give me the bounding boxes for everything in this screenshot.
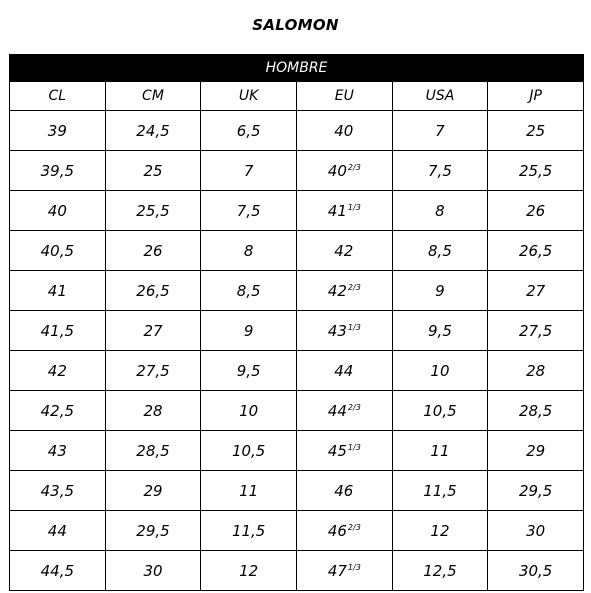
cell-cl: 42,5 <box>10 391 106 431</box>
cell-uk: 9,5 <box>201 351 297 391</box>
cell-jp: 30,5 <box>488 551 584 591</box>
cell-jp: 25 <box>488 111 584 151</box>
cell-uk: 9 <box>201 311 297 351</box>
eu-size-value: 47 <box>327 561 347 580</box>
cell-usa: 11,5 <box>392 471 488 511</box>
cell-jp: 26,5 <box>488 231 584 271</box>
eu-size-fraction: 2/3 <box>347 402 361 412</box>
eu-size-value: 44 <box>327 401 347 420</box>
eu-size-value: 40 <box>334 121 354 140</box>
cell-usa: 9,5 <box>392 311 488 351</box>
cell-cl: 40,5 <box>10 231 106 271</box>
cell-eu <box>296 471 392 511</box>
cell-cm: 27,5 <box>105 351 201 391</box>
cell-cm: 28 <box>105 391 201 431</box>
cell-usa: 11 <box>392 431 488 471</box>
cell-usa: 10 <box>392 351 488 391</box>
cell-uk: 11,5 <box>201 511 297 551</box>
cell-uk: 6,5 <box>201 111 297 151</box>
column-header-eu: EU <box>296 82 392 111</box>
size-chart-table <box>9 54 584 591</box>
cell-cm: 29 <box>105 471 201 511</box>
table-body <box>10 111 584 591</box>
table-row <box>10 111 584 151</box>
cell-uk: 10 <box>201 391 297 431</box>
eu-size-fraction: 2/3 <box>347 282 361 292</box>
cell-cl: 42 <box>10 351 106 391</box>
table-row <box>10 151 584 191</box>
cell-jp: 29,5 <box>488 471 584 511</box>
cell-cl: 41,5 <box>10 311 106 351</box>
cell-cm: 26,5 <box>105 271 201 311</box>
cell-eu <box>296 191 392 231</box>
cell-jp: 26 <box>488 191 584 231</box>
cell-uk: 12 <box>201 551 297 591</box>
cell-usa: 8,5 <box>392 231 488 271</box>
eu-size-fraction: 2/3 <box>347 522 361 532</box>
cell-uk: 8 <box>201 231 297 271</box>
cell-eu <box>296 511 392 551</box>
cell-cl: 44 <box>10 511 106 551</box>
brand-logo: SALOMON <box>252 16 339 34</box>
cell-uk: 11 <box>201 471 297 511</box>
table-title: HOMBRE <box>10 55 584 82</box>
cell-eu <box>296 111 392 151</box>
cell-eu <box>296 151 392 191</box>
eu-size-value: 46 <box>327 521 347 540</box>
cell-usa: 9 <box>392 271 488 311</box>
cell-usa: 12,5 <box>392 551 488 591</box>
table-row <box>10 311 584 351</box>
cell-cm: 24,5 <box>105 111 201 151</box>
cell-jp: 27 <box>488 271 584 311</box>
column-header-jp: JP <box>488 82 584 111</box>
cell-eu <box>296 431 392 471</box>
table-row <box>10 271 584 311</box>
cell-cl: 39,5 <box>10 151 106 191</box>
cell-eu <box>296 271 392 311</box>
eu-size-value: 44 <box>334 361 354 380</box>
cell-cl: 41 <box>10 271 106 311</box>
cell-eu <box>296 391 392 431</box>
cell-eu <box>296 351 392 391</box>
eu-size-fraction: 1/3 <box>347 442 361 452</box>
eu-size-fraction: 1/3 <box>347 562 361 572</box>
table-header-row <box>10 82 584 111</box>
cell-usa: 7 <box>392 111 488 151</box>
cell-cl: 40 <box>10 191 106 231</box>
cell-jp: 25,5 <box>488 151 584 191</box>
table-row <box>10 391 584 431</box>
cell-usa: 7,5 <box>392 151 488 191</box>
eu-size-fraction: 1/3 <box>347 322 361 332</box>
cell-cm: 29,5 <box>105 511 201 551</box>
cell-cl: 44,5 <box>10 551 106 591</box>
cell-cl: 43,5 <box>10 471 106 511</box>
column-header-uk: UK <box>201 82 297 111</box>
cell-uk: 7 <box>201 151 297 191</box>
eu-size-value: 42 <box>327 281 347 300</box>
eu-size-value: 41 <box>327 201 347 220</box>
cell-usa: 8 <box>392 191 488 231</box>
table-row <box>10 231 584 271</box>
cell-uk: 8,5 <box>201 271 297 311</box>
eu-size-value: 43 <box>327 321 347 340</box>
cell-eu <box>296 551 392 591</box>
table-row <box>10 431 584 471</box>
cell-usa: 12 <box>392 511 488 551</box>
eu-size-value: 40 <box>327 161 347 180</box>
cell-cm: 28,5 <box>105 431 201 471</box>
cell-eu <box>296 231 392 271</box>
column-header-cl: CL <box>10 82 106 111</box>
cell-jp: 28,5 <box>488 391 584 431</box>
eu-size-value: 46 <box>334 481 354 500</box>
column-header-usa: USA <box>392 82 488 111</box>
table-row <box>10 191 584 231</box>
cell-cm: 25 <box>105 151 201 191</box>
cell-jp: 28 <box>488 351 584 391</box>
cell-cm: 25,5 <box>105 191 201 231</box>
cell-jp: 29 <box>488 431 584 471</box>
cell-cl: 43 <box>10 431 106 471</box>
table-row <box>10 471 584 511</box>
eu-size-value: 45 <box>327 441 347 460</box>
table-row <box>10 551 584 591</box>
table-title-row <box>10 55 584 82</box>
cell-eu <box>296 311 392 351</box>
cell-cm: 30 <box>105 551 201 591</box>
eu-size-value: 42 <box>334 241 354 260</box>
table-row <box>10 511 584 551</box>
cell-jp: 27,5 <box>488 311 584 351</box>
cell-cl: 39 <box>10 111 106 151</box>
cell-cm: 27 <box>105 311 201 351</box>
table-row <box>10 351 584 391</box>
eu-size-fraction: 2/3 <box>347 162 361 172</box>
cell-usa: 10,5 <box>392 391 488 431</box>
cell-uk: 10,5 <box>201 431 297 471</box>
cell-cm: 26 <box>105 231 201 271</box>
eu-size-fraction: 1/3 <box>347 202 361 212</box>
cell-jp: 30 <box>488 511 584 551</box>
cell-uk: 7,5 <box>201 191 297 231</box>
column-header-cm: CM <box>105 82 201 111</box>
